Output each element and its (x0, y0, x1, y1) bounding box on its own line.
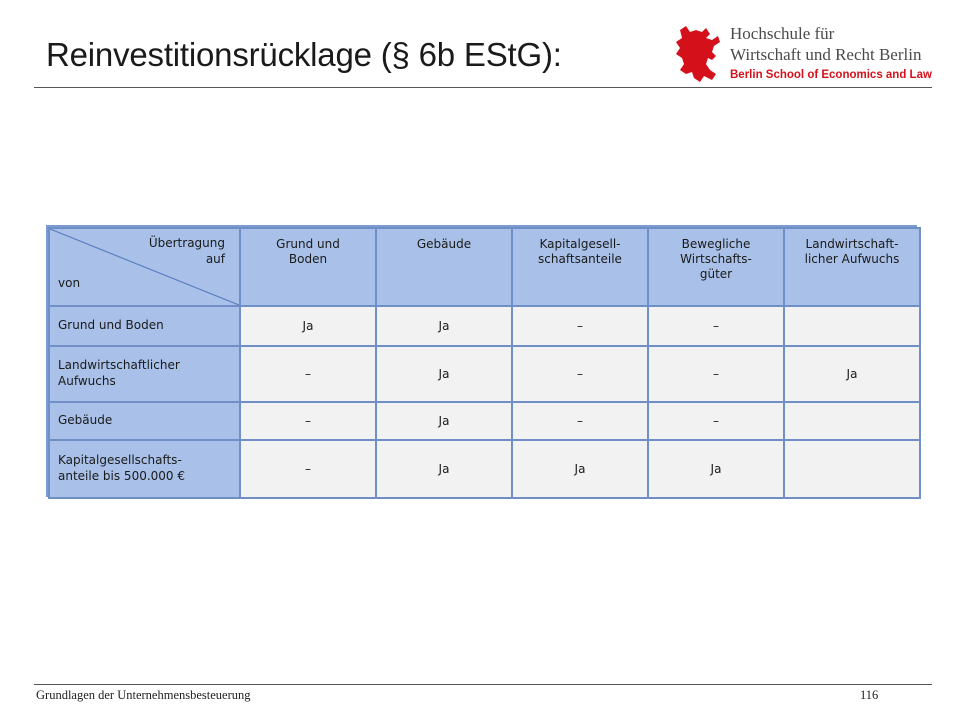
column-header-line: schaftsanteile (538, 252, 622, 266)
row-header-line: Landwirtschaftlicher (58, 358, 180, 373)
logo-line-3: Berlin School of Economics and Law (730, 69, 932, 81)
table-cell (784, 306, 920, 346)
table-cell: Ja (240, 306, 376, 346)
corner-top-label (149, 236, 225, 267)
table-row (49, 346, 920, 402)
corner-header (49, 228, 240, 306)
corner-top-line-2: auf (205, 251, 225, 266)
table-cell: Ja (376, 402, 512, 440)
column-header-grund-und-boden (240, 228, 376, 306)
row-header-line: Kapitalgesellschafts- (58, 453, 182, 468)
logo-line-1: Hochschule für (730, 24, 835, 43)
table-row (49, 306, 920, 346)
reinvestment-table (46, 225, 917, 497)
university-logo (672, 24, 934, 84)
table-row (49, 440, 920, 498)
row-header-kapitalgesellschaftsanteile (49, 440, 240, 498)
table-cell: – (512, 306, 648, 346)
column-header-line: Landwirtschaft- (805, 237, 899, 251)
table-cell: – (240, 346, 376, 402)
table-cell: Ja (376, 346, 512, 402)
column-header-gebaeude (376, 228, 512, 306)
table-cell (784, 440, 920, 498)
column-header-line: Bewegliche (681, 237, 751, 251)
column-header-kapitalgesellschaftsanteile (512, 228, 648, 306)
column-header-landwirtschaftlicher-aufwuchs (784, 228, 920, 306)
column-header-line: Wirtschafts- (680, 252, 752, 266)
row-header-line: anteile bis 500.000 € (58, 469, 186, 483)
column-header-line: Grund und (276, 237, 340, 251)
column-header-bewegliche-wirtschaftsgueter (648, 228, 784, 306)
row-header-landwirtschaftlicher-aufwuchs (49, 346, 240, 402)
table-cell: Ja (376, 440, 512, 498)
column-header-line: Kapitalgesell- (539, 237, 621, 251)
table-cell: Ja (648, 440, 784, 498)
footer-course-title: Grundlagen der Unternehmensbesteuerung (36, 688, 251, 702)
row-header-line: Gebäude (58, 413, 113, 428)
page-number: 116 (860, 688, 879, 702)
row-header-grund-und-boden (49, 306, 240, 346)
table-cell: – (512, 402, 648, 440)
row-header-gebaeude (49, 402, 240, 440)
column-header-line: Boden (288, 252, 328, 266)
table-cell: – (648, 306, 784, 346)
table-cell: – (648, 402, 784, 440)
corner-top-line-1: Übertragung (148, 236, 225, 250)
table-cell: Ja (376, 306, 512, 346)
row-header-line: Grund und Boden (58, 318, 164, 333)
table-cell (784, 402, 920, 440)
table-cell: – (240, 402, 376, 440)
slide-title: Reinvestitionsrücklage (§ 6b EStG): (46, 36, 562, 73)
table-cell: – (240, 440, 376, 498)
table-cell: Ja (784, 346, 920, 402)
table-cell: – (648, 346, 784, 402)
column-header-line: güter (699, 267, 733, 281)
footer-divider (34, 684, 932, 685)
title-divider (34, 87, 932, 88)
column-header-line: Gebäude (416, 237, 472, 251)
table-cell: – (512, 346, 648, 402)
table-row (49, 402, 920, 440)
bear-icon (672, 24, 724, 84)
row-header-line: Aufwuchs (58, 374, 116, 388)
logo-line-2: Wirtschaft und Recht Berlin (730, 45, 922, 64)
corner-bottom-label: von (58, 276, 81, 290)
column-header-line: licher Aufwuchs (804, 252, 900, 266)
table-cell: Ja (512, 440, 648, 498)
header-row (49, 228, 920, 306)
transfer-matrix (48, 227, 921, 499)
